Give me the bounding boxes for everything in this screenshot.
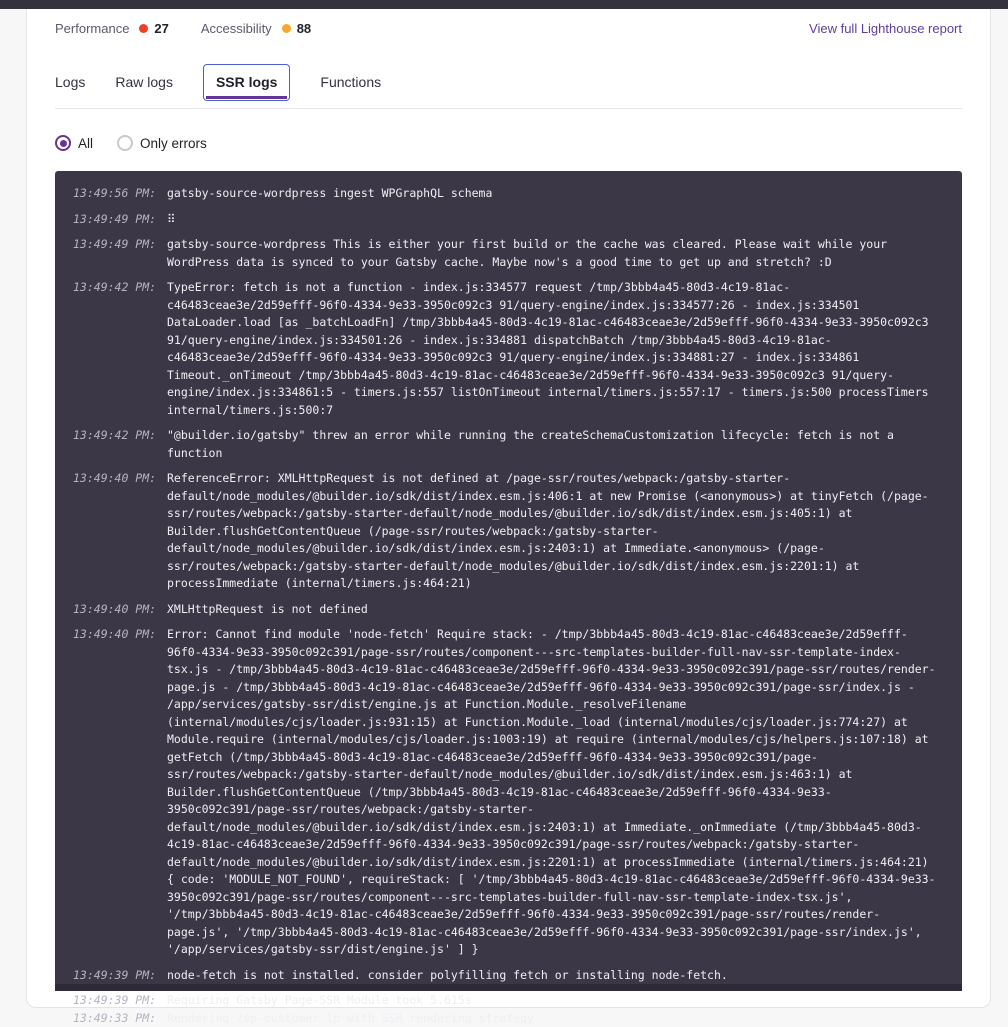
- view-full-lighthouse-report-link[interactable]: View full Lighthouse report: [809, 21, 962, 36]
- tab-raw-logs[interactable]: [115, 57, 173, 108]
- log-message: gatsby-source-wordpress This is either your first build or the cache was cleared. Please wait while your WordPress data is synced to your Gatsby cache. Maybe now's a good time to get up and stretch? :D: [167, 236, 942, 271]
- log-filters: [55, 135, 962, 151]
- log-message: TypeError: fetch is not a function - index.js:334577 request /tmp/3bbb4a45-80d3-4c19-81ac-c46483ceae3e/2d59efff-96f0-4334-9e33-3950c092c3 91/query-engine/index.js:334577:26 - index.js:334501 DataLoader.load [as _batchLoadFn] /tmp/3bbb4a45-80d3-4c19-81ac-c46483ceae3e/2d59efff-96f0-4334-9e33-3950c092c3 91/query-engine/index.js:334501:26 - index.js:334881 dispatchBatch /tmp/3bbb4a45-80d3-4c19-81ac-c46483ceae3e/2d59efff-96f0-4334-9e33-3950c092c3 91/query-engine/index.js:334881:27 - index.js:334861 Timeout._onTimeout /tmp/3bbb4a45-80d3-4c19-81ac-c46483ceae3e/2d59efff-96f0-4334-9e33-3950c092c3 91/query-engine/index.js:334861:5 - timers.js:557 listOnTimeout internal/timers.js:557:17 - timers.js:500 processTimers internal/timers.js:500:7: [167, 279, 942, 419]
- log-entry: [73, 185, 942, 203]
- metric-performance: [55, 21, 169, 36]
- lighthouse-metrics: [55, 21, 311, 36]
- log-entry: [73, 236, 942, 271]
- log-timestamp: 13:49:49 PM:: [73, 211, 159, 229]
- radio-button-icon[interactable]: [117, 135, 133, 151]
- log-entry: [73, 601, 942, 619]
- log-message: gatsby-source-wordpress ingest WPGraphQL schema: [167, 185, 942, 203]
- log-entry: [73, 1010, 942, 1027]
- log-message: node-fetch is not installed. consider polyfilling fetch or installing node-fetch.: [167, 967, 942, 985]
- tab-label: Functions: [320, 74, 381, 90]
- radio-label: All: [78, 136, 93, 151]
- log-entry: [73, 992, 942, 1010]
- top-dark-bar: [0, 0, 1008, 9]
- ssr-log-console: [55, 171, 962, 991]
- metric-accessibility: [201, 21, 311, 36]
- log-message: XMLHttpRequest is not defined: [167, 601, 942, 619]
- radio-option-all[interactable]: [55, 135, 93, 151]
- tab-label: Logs: [55, 74, 85, 90]
- log-tabs: [55, 57, 962, 109]
- log-timestamp: 13:49:49 PM:: [73, 236, 159, 271]
- log-message: "@builder.io/gatsby" threw an error while running the createSchemaCustomization lifecycle: fetch is not a function: [167, 427, 942, 462]
- radio-button-icon[interactable]: [55, 135, 71, 151]
- metric-value: 88: [297, 21, 311, 36]
- metric-score-dot-icon: [139, 24, 148, 33]
- log-timestamp: 13:49:42 PM:: [73, 427, 159, 462]
- radio-label: Only errors: [140, 136, 207, 151]
- log-timestamp: 13:49:39 PM:: [73, 992, 159, 1010]
- log-entry: [73, 211, 942, 229]
- build-details-card: [26, 9, 991, 1008]
- tab-ssr-logs[interactable]: [203, 64, 290, 101]
- log-message: ReferenceError: XMLHttpRequest is not defined at /page-ssr/routes/webpack:/gatsby-starter-default/node_modules/@builder.io/sdk/dist/index.esm.js:406:1 at new Promise (<anonymous>) at tinyFetch (/page-ssr/routes/webpack:/gatsby-starter-default/node_modules/@builder.io/sdk/dist/index.esm.js:405:1) at Builder.flushGetContentQueue (/page-ssr/routes/webpack:/gatsby-starter-default/node_modules/@builder.io/sdk/dist/index.esm.js:2403:1) at Immediate.<anonymous> (/page-ssr/routes/webpack:/gatsby-starter-default/node_modules/@builder.io/sdk/dist/index.esm.js:2201:1) at processImmediate (internal/timers.js:464:21): [167, 470, 942, 593]
- log-message: Requiring Gatsby Page-SSR Module took 5.615s: [167, 992, 942, 1010]
- metric-score-dot-icon: [282, 24, 291, 33]
- metric-value: 27: [154, 21, 168, 36]
- log-message: Error: Cannot find module 'node-fetch' Require stack: - /tmp/3bbb4a45-80d3-4c19-81ac-c46483ceae3e/2d59efff-96f0-4334-9e33-3950c092c391/page-ssr/routes/component---src-templates-builder-full-nav-ssr-template-index-tsx.js - /tmp/3bbb4a45-80d3-4c19-81ac-c46483ceae3e/2d59efff-96f0-4334-9e33-3950c092c391/page-ssr/routes/render-page.js - /tmp/3bbb4a45-80d3-4c19-81ac-c46483ceae3e/2d59efff-96f0-4334-9e33-3950c092c391/page-ssr/index.js - /app/services/gatsby-ssr/dist/engine.js at Function.Module._resolveFilename (internal/modules/cjs/loader.js:931:15) at Function.Module._load (internal/modules/cjs/loader.js:774:27) at Module.require (internal/modules/cjs/loader.js:1003:19) at require (internal/modules/cjs/helpers.js:107:18) at getFetch (/tmp/3bbb4a45-80d3-4c19-81ac-c46483ceae3e/2d59efff-96f0-4334-9e33-3950c092c391/page-ssr/routes/webpack:/gatsby-starter-default/node_modules/@builder.io/sdk/dist/index.esm.js:463:1) at Builder.flushGetContentQueue (/tmp/3bbb4a45-80d3-4c19-81ac-c46483ceae3e/2d59efff-96f0-4334-9e33-3950c092c391/page-ssr/routes/webpack:/gatsby-starter-default/node_modules/@builder.io/sdk/dist/index.esm.js:2403:1) at Immediate._onImmediate (/tmp/3bbb4a45-80d3-4c19-81ac-c46483ceae3e/2d59efff-96f0-4334-9e33-3950c092c391/page-ssr/routes/webpack:/gatsby-starter-default/node_modules/@builder.io/sdk/dist/index.esm.js:2201:1) at processImmediate (internal/timers.js:464:21) { code: 'MODULE_NOT_FOUND', requireStack: [ '/tmp/3bbb4a45-80d3-4c19-81ac-c46483ceae3e/2d59efff-96f0-4334-9e33-3950c092c391/page-ssr/routes/component---src-templates-builder-full-nav-ssr-template-index-tsx.js', '/tmp/3bbb4a45-80d3-4c19-81ac-c46483ceae3e/2d59efff-96f0-4334-9e33-3950c092c391/page-ssr/routes/render-page.js', '/tmp/3bbb4a45-80d3-4c19-81ac-c46483ceae3e/2d59efff-96f0-4334-9e33-3950c092c391/page-ssr/index.js', '/app/services/gatsby-ssr/dist/engine.js' ] }: [167, 626, 942, 959]
- tab-functions[interactable]: [320, 57, 381, 108]
- log-entries: [73, 185, 942, 1027]
- log-timestamp: 13:49:39 PM:: [73, 967, 159, 985]
- log-entry: [73, 427, 942, 462]
- horizontal-scrollbar[interactable]: [55, 984, 962, 991]
- log-timestamp: 13:49:56 PM:: [73, 185, 159, 203]
- log-entry: [73, 626, 942, 959]
- radio-option-only-errors[interactable]: [117, 135, 207, 151]
- log-entry: [73, 470, 942, 593]
- tab-label: SSR logs: [216, 74, 277, 90]
- lighthouse-summary-row: [55, 9, 962, 36]
- log-timestamp: 13:49:42 PM:: [73, 279, 159, 419]
- log-timestamp: 13:49:40 PM:: [73, 601, 159, 619]
- tab-logs[interactable]: [55, 57, 85, 108]
- log-message: Rendering /sp-customer-lp with SSR rendering strategy: [167, 1010, 942, 1027]
- metric-label: Accessibility: [201, 21, 272, 36]
- log-message: ⠿: [167, 211, 942, 229]
- log-entry: [73, 279, 942, 419]
- log-entry: [73, 967, 942, 985]
- log-timestamp: 13:49:33 PM:: [73, 1010, 159, 1027]
- log-timestamp: 13:49:40 PM:: [73, 626, 159, 959]
- tab-label: Raw logs: [115, 74, 173, 90]
- log-timestamp: 13:49:40 PM:: [73, 470, 159, 593]
- metric-label: Performance: [55, 21, 129, 36]
